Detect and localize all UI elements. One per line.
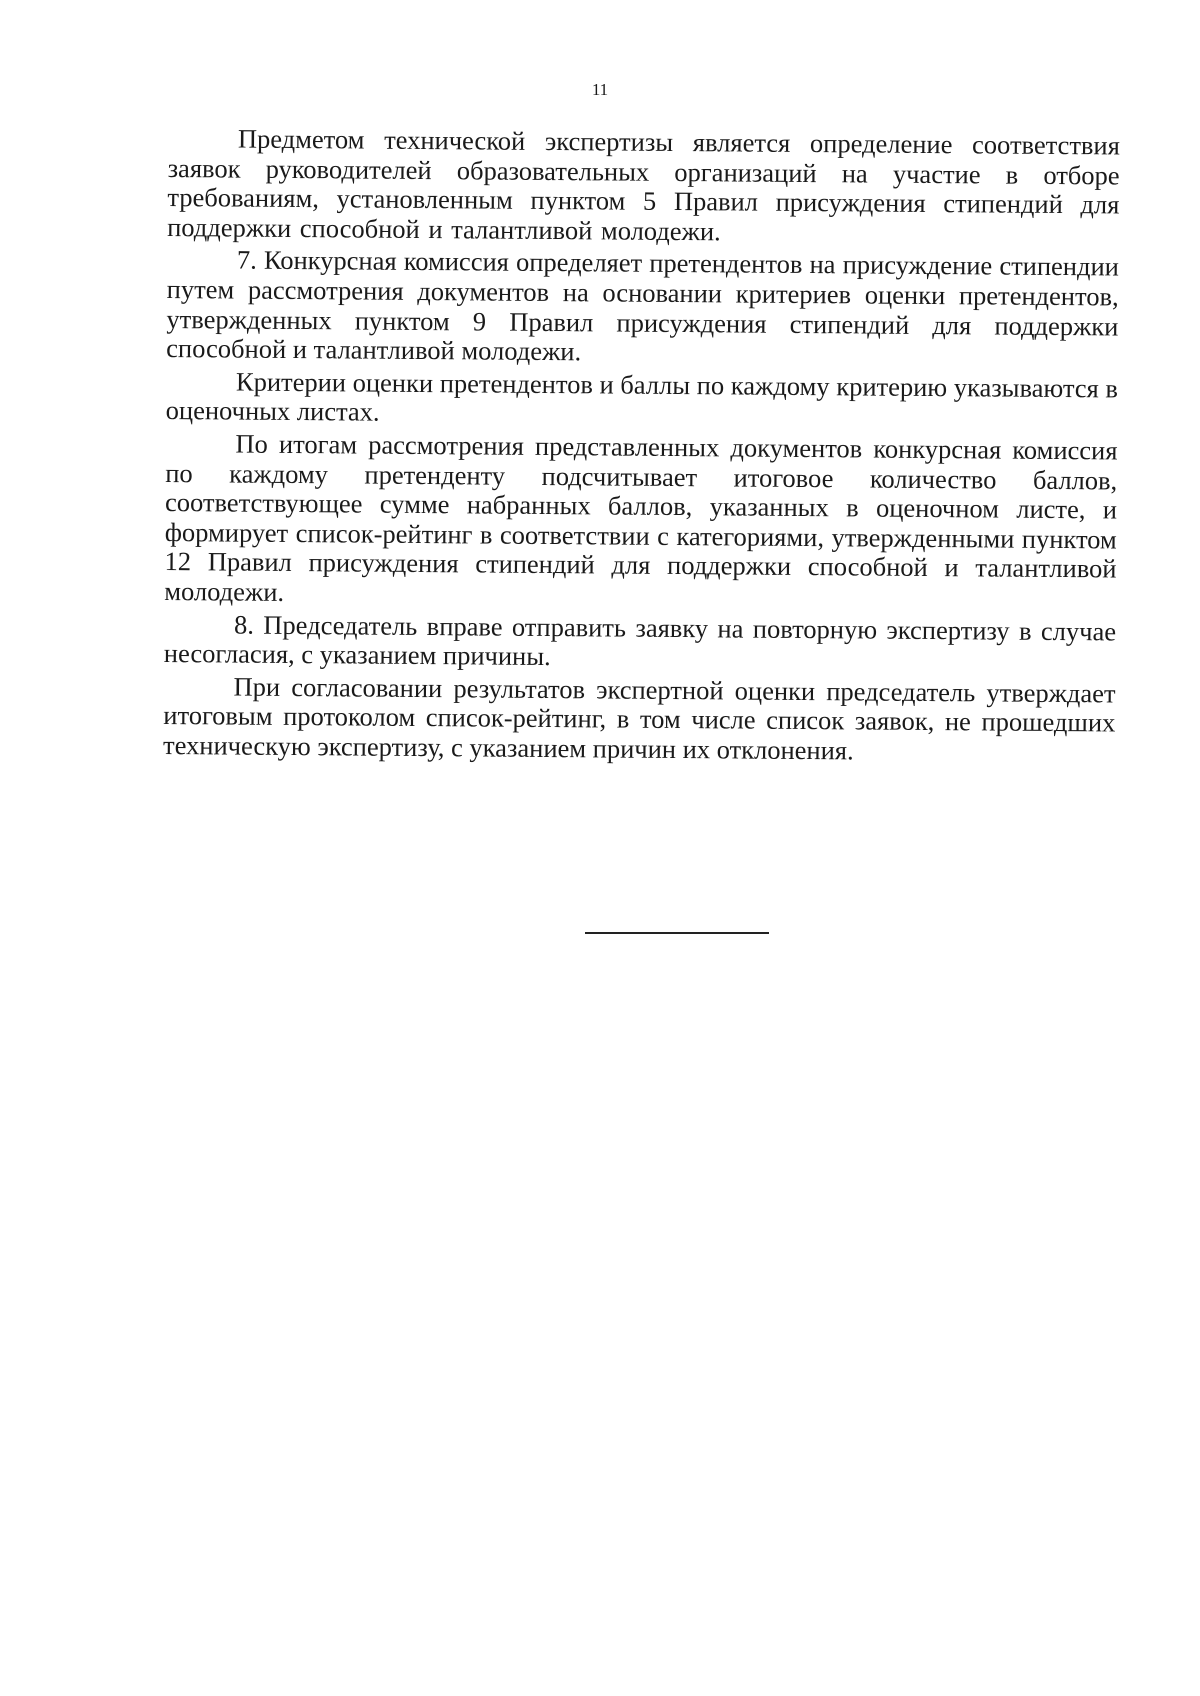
document-body <box>163 124 1120 771</box>
end-divider <box>585 932 769 934</box>
paragraph-results: По итогам рассмотрения представленных документов конкурсная комиссия по каждому претенденту подсчитывает итоговое количество баллов, соответствующее сумме набранных баллов, указанных в оценочном листе, и формирует список-рейтинг в соответствии с категориями, утвержденными пунктом 12 Правил присуждения стипендий для поддержки способной и талантливой молодежи. <box>164 428 1118 607</box>
paragraph-approval: При согласовании результатов экспертной оценки председатель утверждает итоговым протоколом список-рейтинг, в том числе список заявок, не прошедших техническую экспертизу, с указанием причин их отклонения. <box>163 671 1116 766</box>
paragraph-item-8: 8. Председатель вправе отправить заявку на повторную экспертизу в случае несогласия, с указанием причины. <box>163 609 1117 672</box>
paragraph-technical-expertise: Предметом технической экспертизы является определение соответствия заявок руководителей образовательных организаций на участие в отборе требованиям, установленным пунктом 5 Правил присуждения стипендий для поддержки способной и талантливой молодежи. <box>167 123 1120 247</box>
page-number: 11 <box>591 80 609 99</box>
paragraph-criteria: Критерии оценки претендентов и баллы по каждому критерию указываются в оценочных листах. <box>165 366 1119 428</box>
paragraph-item-7: 7. Конкурсная комиссия определяет претендентов на присуждение стипендии путем рассмотрения документов на основании критериев оценки претендентов, утвержденных пунктом 9 Правил присуждения стипендий для поддержки способной и талантливой молодежи. <box>166 244 1120 367</box>
